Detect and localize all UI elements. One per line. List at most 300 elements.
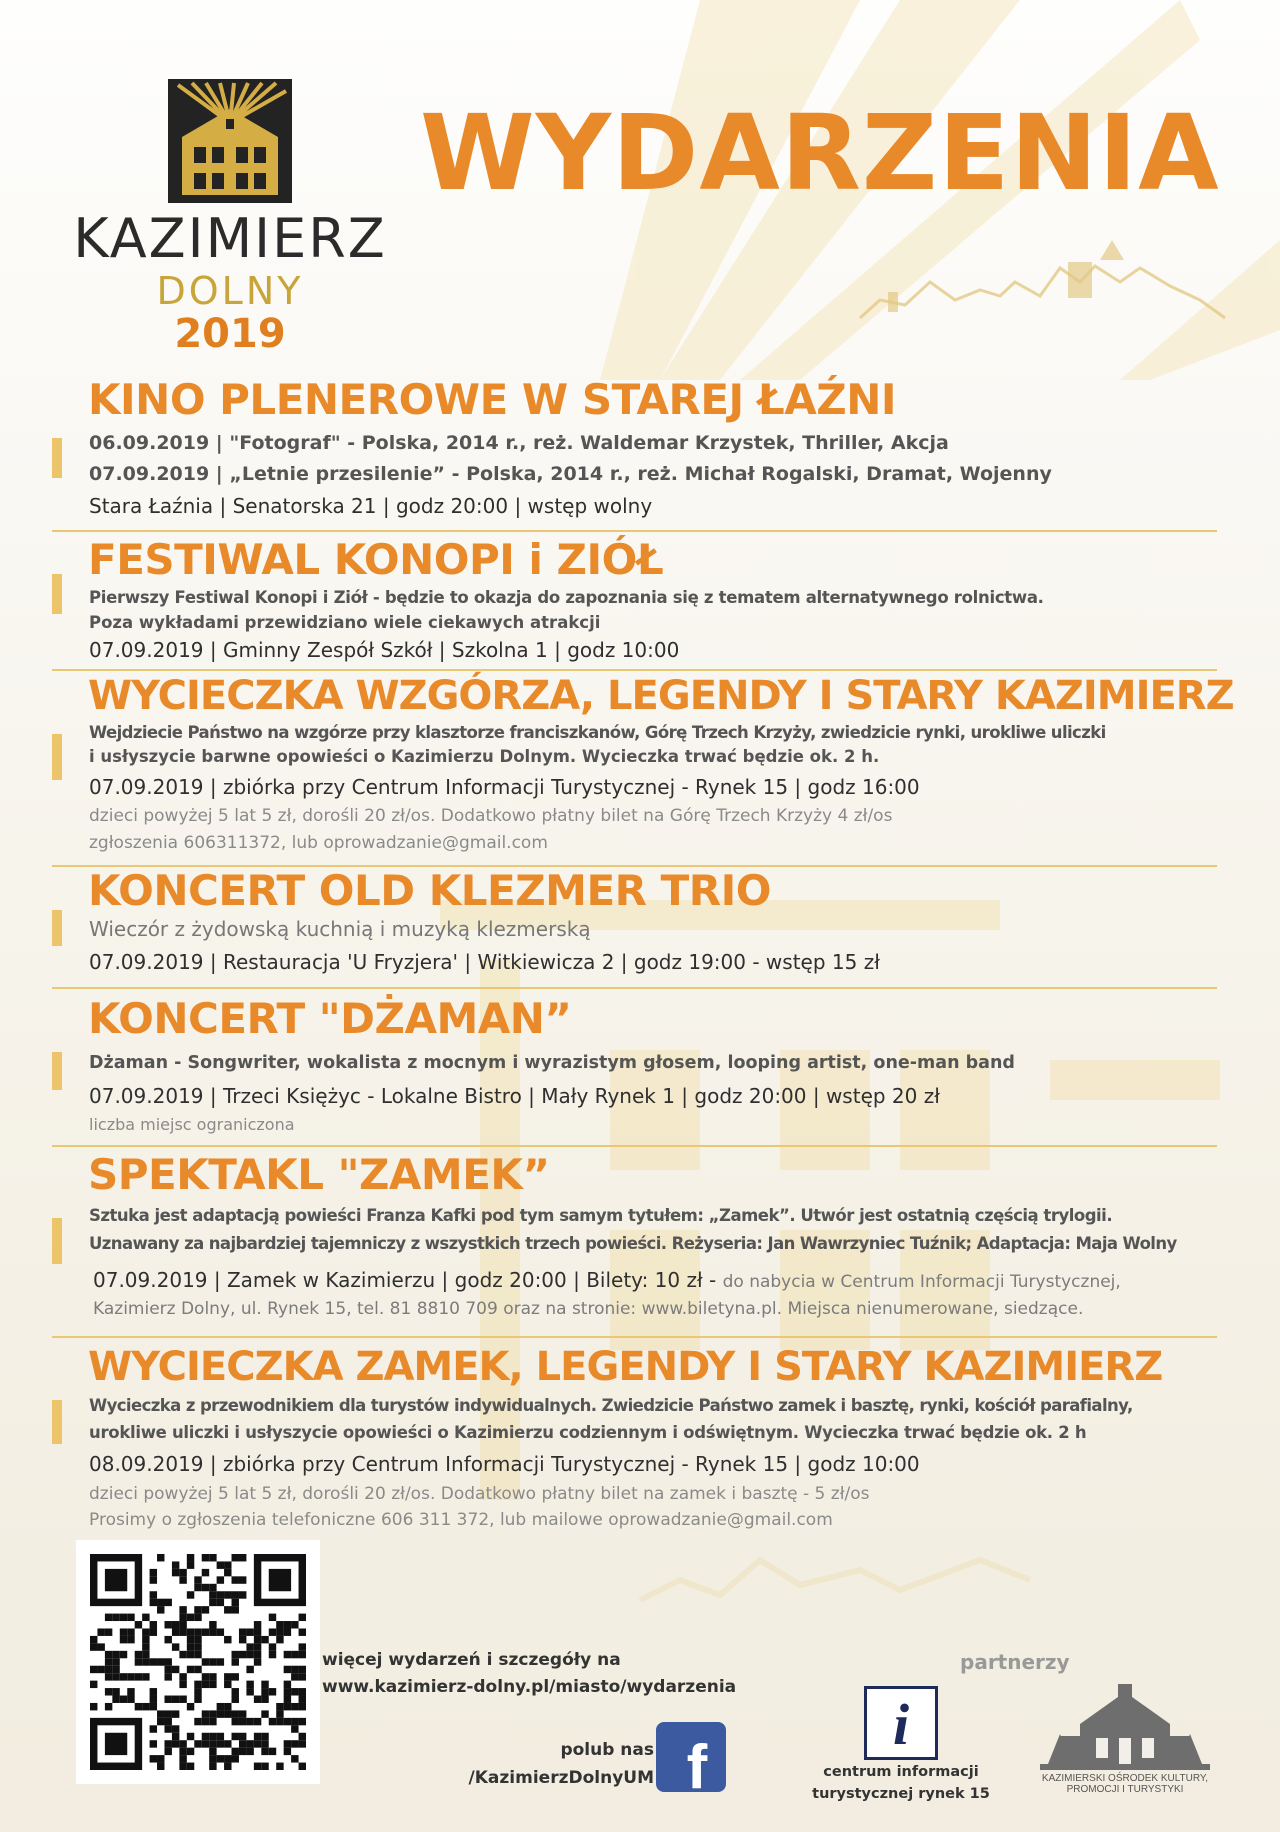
event-venue: 07.09.2019 | Trzeci Księżyc - Lokalne Bistro | Mały Rynek 1 | godz 20:00 | wstęp 20 zł — [89, 1084, 940, 1108]
qr-module — [120, 1628, 127, 1635]
qr-module — [209, 1740, 216, 1747]
qr-module — [112, 1688, 119, 1695]
accent-bar — [52, 910, 62, 946]
kazimierz-logo — [40, 75, 420, 360]
qr-module — [194, 1636, 201, 1643]
qr-module — [232, 1599, 239, 1606]
qr-module — [157, 1763, 164, 1770]
qr-module — [150, 1591, 157, 1598]
accent-bar — [52, 1052, 62, 1090]
event-line: Wejdziecie Państwo na wzgórze przy klasztorze franciszkanów, Górę Trzech Krzyży, zwiedzicie rynki, urokliwe uliczki — [89, 723, 1106, 742]
qr-module — [224, 1755, 231, 1762]
qr-module — [105, 1666, 112, 1673]
qr-module — [232, 1576, 239, 1583]
qr-module — [291, 1755, 298, 1762]
event-price: dzieci powyżej 5 lat 5 zł, dorośli 20 zł/os. Dodatkowo płatny bilet na Górę Trzech Krzyży 4 zł/os — [89, 806, 893, 826]
qr-module — [232, 1710, 239, 1717]
event-line: Poza wykładami przewidziano wiele ciekawych atrakcji — [89, 613, 601, 632]
qr-module — [209, 1710, 216, 1717]
qr-module — [261, 1688, 268, 1695]
qr-module — [179, 1576, 186, 1583]
qr-module — [284, 1703, 291, 1710]
qr-module — [150, 1569, 157, 1576]
qr-module — [291, 1725, 298, 1732]
qr-module — [202, 1606, 209, 1613]
qr-module — [276, 1636, 283, 1643]
qr-module — [105, 1614, 112, 1621]
qr-module — [239, 1554, 246, 1561]
qr-module — [284, 1621, 291, 1628]
qr-module — [120, 1651, 127, 1658]
qr-module — [172, 1561, 179, 1568]
qr-module — [112, 1696, 119, 1703]
qr-module — [299, 1651, 306, 1658]
qr-module — [239, 1628, 246, 1635]
qr-module — [179, 1740, 186, 1747]
qr-module — [202, 1584, 209, 1591]
qr-module — [217, 1710, 224, 1717]
qr-module — [284, 1740, 291, 1747]
event-line: Wieczór z żydowską kuchnią i muzyką klezmerską — [89, 917, 591, 941]
qr-module — [172, 1696, 179, 1703]
qr-module — [90, 1643, 97, 1650]
qr-module — [224, 1703, 231, 1710]
qr-module — [284, 1748, 291, 1755]
qr-module — [157, 1718, 164, 1725]
qr-module — [299, 1688, 306, 1695]
qr-module — [291, 1703, 298, 1710]
qr-module — [187, 1561, 194, 1568]
qr-module — [224, 1591, 231, 1598]
qr-module — [254, 1718, 261, 1725]
qr-module — [217, 1628, 224, 1635]
qr-module — [150, 1621, 157, 1628]
qr-module — [202, 1658, 209, 1665]
qr-code-icon — [90, 1554, 306, 1770]
qr-module — [246, 1748, 253, 1755]
qr-module — [150, 1688, 157, 1695]
event-line: 07.09.2019 | „Letnie przesilenie” - Polska, 2014 r., reż. Michał Rogalski, Dramat, Wojenny — [89, 463, 1052, 485]
qr-module — [194, 1614, 201, 1621]
info-center-line2: turystycznej rynek 15 — [812, 1786, 990, 1802]
qr-module — [179, 1763, 186, 1770]
event-venue: 08.09.2019 | zbiórka przy Centrum Informacji Turystycznej - Rynek 15 | godz 10:00 — [89, 1452, 920, 1476]
qr-module — [224, 1710, 231, 1717]
qr-module — [112, 1666, 119, 1673]
qr-module — [202, 1710, 209, 1717]
qr-module — [127, 1628, 134, 1635]
event-venue: 07.09.2019 | Gminny Zespół Szkół | Szkolna 1 | godz 10:00 — [89, 638, 680, 662]
qr-module — [202, 1718, 209, 1725]
qr-module — [194, 1651, 201, 1658]
qr-module — [232, 1591, 239, 1598]
qr-module — [105, 1651, 112, 1658]
qr-module — [239, 1651, 246, 1658]
event-title-festiwal: FESTIWAL KONOPI i ZIÓŁ — [88, 535, 664, 584]
qr-module — [202, 1628, 209, 1635]
event-line: 06.09.2019 | "Fotograf" - Polska, 2014 r., reż. Waldemar Krzystek, Thriller, Akcja — [89, 432, 949, 454]
qr-module — [224, 1681, 231, 1688]
qr-module — [217, 1599, 224, 1606]
qr-module — [187, 1628, 194, 1635]
qr-module — [261, 1733, 268, 1740]
qr-module — [232, 1755, 239, 1762]
qr-module — [299, 1614, 306, 1621]
qr-finder — [105, 1733, 127, 1755]
info-center-line1: centrum informacji — [823, 1764, 979, 1780]
qr-module — [261, 1740, 268, 1747]
qr-module — [187, 1703, 194, 1710]
qr-module — [254, 1733, 261, 1740]
more-events-link[interactable]: www.kazimierz-dolny.pl/miasto/wydarzenia — [322, 1677, 737, 1697]
qr-module — [209, 1681, 216, 1688]
qr-module — [127, 1688, 134, 1695]
qr-module — [217, 1740, 224, 1747]
qr-module — [239, 1710, 246, 1717]
page-title: WYDARZENIA — [420, 92, 1220, 214]
qr-module — [150, 1755, 157, 1762]
qr-module — [269, 1718, 276, 1725]
qr-module — [179, 1748, 186, 1755]
qr-module — [90, 1666, 97, 1673]
event-line: urokliwe uliczki i usłyszycie opowieści o Kazimierzu codziennym i odświętnym. Wycieczka trwać będzie ok. 2 h — [89, 1423, 1087, 1442]
qr-module — [246, 1681, 253, 1688]
qr-module — [291, 1688, 298, 1695]
qr-module — [254, 1628, 261, 1635]
qr-module — [194, 1688, 201, 1695]
qr-module — [254, 1696, 261, 1703]
qr-module — [269, 1643, 276, 1650]
event-line: Sztuka jest adaptacją powieści Franza Kafki pod tym samym tytułem: „Zamek”. Utwór jest ostatnią częścią trylogii. — [89, 1206, 1113, 1225]
qr-module — [291, 1673, 298, 1680]
qr-module — [187, 1666, 194, 1673]
qr-module — [194, 1666, 201, 1673]
qr-module — [217, 1576, 224, 1583]
qr-module — [164, 1636, 171, 1643]
qr-module — [97, 1666, 104, 1673]
qr-module — [254, 1643, 261, 1650]
qr-module — [187, 1733, 194, 1740]
qr-module — [299, 1643, 306, 1650]
qr-module — [269, 1614, 276, 1621]
event-contact: zgłoszenia 606311372, lub oprowadzanie@gmail.com — [89, 833, 548, 853]
event-venue: 07.09.2019 | Restauracja 'U Fryzjera' | Witkiewicza 2 | godz 19:00 - wstęp 15 zł — [89, 950, 880, 974]
qr-module — [164, 1725, 171, 1732]
qr-module — [194, 1628, 201, 1635]
qr-module — [150, 1740, 157, 1747]
qr-module — [120, 1614, 127, 1621]
accent-bar — [52, 1400, 62, 1444]
qr-module — [142, 1628, 149, 1635]
qr-module — [276, 1621, 283, 1628]
qr-module — [254, 1658, 261, 1665]
qr-module — [209, 1628, 216, 1635]
qr-module — [254, 1621, 261, 1628]
qr-module — [202, 1554, 209, 1561]
qr-module — [135, 1658, 142, 1665]
more-events-label: więcej wydarzeń i szczegóły na — [322, 1650, 621, 1670]
separator — [52, 987, 1217, 989]
qr-module — [284, 1651, 291, 1658]
event-venue — [93, 1268, 1121, 1292]
event-title-klezmer: KONCERT OLD KLEZMER TRIO — [88, 866, 771, 915]
qr-module — [284, 1666, 291, 1673]
event-price: dzieci powyżej 5 lat 5 zł, dorośli 20 zł/os. Dodatkowo płatny bilet na zamek i basztę - 5 zł/os — [89, 1484, 870, 1504]
qr-module — [299, 1733, 306, 1740]
qr-module — [209, 1584, 216, 1591]
event-title-dzaman: KONCERT "DŻAMAN” — [88, 994, 572, 1043]
qr-module — [202, 1681, 209, 1688]
qr-module — [120, 1696, 127, 1703]
qr-module — [239, 1636, 246, 1643]
qr-module — [299, 1628, 306, 1635]
qr-code[interactable] — [76, 1540, 320, 1784]
qr-module — [217, 1591, 224, 1598]
qr-module — [291, 1651, 298, 1658]
qr-module — [172, 1733, 179, 1740]
logo-dolny: DOLNY — [156, 269, 304, 313]
qr-module — [284, 1681, 291, 1688]
logo-kazimierz: KAZIMIERZ — [73, 207, 387, 270]
qr-module — [224, 1740, 231, 1747]
qr-module — [254, 1763, 261, 1770]
qr-module — [194, 1740, 201, 1747]
qr-module — [276, 1628, 283, 1635]
qr-module — [254, 1740, 261, 1747]
qr-module — [202, 1740, 209, 1747]
qr-module — [142, 1651, 149, 1658]
qr-module — [112, 1614, 119, 1621]
qr-module — [157, 1658, 164, 1665]
event-line: i usłyszycie barwne opowieści o Kazimierzu Dolnym. Wycieczka trwać będzie ok. 2 h. — [89, 747, 880, 766]
qr-module — [157, 1710, 164, 1717]
qr-module — [284, 1718, 291, 1725]
qr-module — [284, 1628, 291, 1635]
qr-module — [135, 1621, 142, 1628]
qr-module — [284, 1688, 291, 1695]
qr-module — [232, 1606, 239, 1613]
qr-module — [179, 1606, 186, 1613]
qr-module — [187, 1748, 194, 1755]
info-icon — [864, 1686, 938, 1760]
qr-module — [209, 1755, 216, 1762]
qr-module — [239, 1733, 246, 1740]
qr-module — [209, 1733, 216, 1740]
qr-module — [209, 1718, 216, 1725]
qr-module — [150, 1628, 157, 1635]
qr-module — [179, 1673, 186, 1680]
qr-module — [194, 1643, 201, 1650]
qr-module — [164, 1599, 171, 1606]
qr-module — [261, 1763, 268, 1770]
qr-module — [261, 1748, 268, 1755]
qr-module — [127, 1673, 134, 1680]
qr-module — [157, 1755, 164, 1762]
qr-module — [172, 1725, 179, 1732]
qr-module — [164, 1621, 171, 1628]
qr-module — [142, 1673, 149, 1680]
qr-module — [276, 1718, 283, 1725]
qr-module — [150, 1576, 157, 1583]
qr-module — [239, 1748, 246, 1755]
kok-logo-line2: PROMOCJI I TURYSTYKI — [1066, 1784, 1184, 1794]
qr-module — [194, 1584, 201, 1591]
qr-module — [232, 1688, 239, 1695]
qr-module — [232, 1696, 239, 1703]
qr-module — [202, 1569, 209, 1576]
qr-module — [142, 1658, 149, 1665]
accent-bar — [52, 1218, 62, 1264]
qr-module — [299, 1740, 306, 1747]
accent-bar — [52, 734, 62, 780]
facebook-handle-link[interactable]: /KazimierzDolnyUM — [468, 1768, 654, 1788]
qr-module — [276, 1763, 283, 1770]
qr-module — [209, 1599, 216, 1606]
qr-module — [142, 1636, 149, 1643]
kok-logo-icon — [1030, 1684, 1220, 1794]
qr-module — [239, 1740, 246, 1747]
town-hall-logo-icon — [168, 79, 292, 203]
qr-module — [157, 1554, 164, 1561]
qr-module — [179, 1681, 186, 1688]
qr-finder — [105, 1569, 127, 1591]
qr-module — [90, 1681, 97, 1688]
qr-module — [187, 1636, 194, 1643]
qr-module — [269, 1748, 276, 1755]
qr-module — [224, 1606, 231, 1613]
qr-module — [97, 1628, 104, 1635]
info-icon-letter: i — [892, 1692, 910, 1757]
qr-module — [202, 1733, 209, 1740]
qr-module — [187, 1763, 194, 1770]
qr-module — [194, 1576, 201, 1583]
qr-module — [142, 1614, 149, 1621]
qr-module — [261, 1696, 268, 1703]
qr-module — [217, 1733, 224, 1740]
qr-module — [224, 1561, 231, 1568]
qr-module — [150, 1725, 157, 1732]
event-line: Wycieczka z przewodnikiem dla turystów indywidualnych. Zwiedzicie Państwo zamek i basztę, rynki, kościół parafialny, — [89, 1396, 1133, 1415]
qr-module — [150, 1599, 157, 1606]
qr-module — [172, 1666, 179, 1673]
logo-year: 2019 — [174, 311, 286, 357]
qr-module — [157, 1599, 164, 1606]
qr-module — [187, 1643, 194, 1650]
qr-module — [164, 1710, 171, 1717]
qr-module — [299, 1696, 306, 1703]
qr-module — [276, 1703, 283, 1710]
qr-module — [299, 1673, 306, 1680]
qr-module — [261, 1681, 268, 1688]
qr-module — [127, 1636, 134, 1643]
facebook-icon[interactable] — [656, 1722, 726, 1792]
qr-module — [232, 1718, 239, 1725]
qr-module — [150, 1703, 157, 1710]
accent-bar — [52, 574, 62, 614]
partners-label: partnerzy — [960, 1650, 1070, 1674]
qr-module — [120, 1673, 127, 1680]
qr-module — [217, 1561, 224, 1568]
qr-module — [217, 1703, 224, 1710]
qr-module — [299, 1718, 306, 1725]
event-venue: Stara Łaźnia | Senatorska 21 | godz 20:00 | wstęp wolny — [89, 494, 653, 518]
qr-module — [269, 1628, 276, 1635]
qr-module — [254, 1651, 261, 1658]
qr-module — [179, 1614, 186, 1621]
qr-module — [232, 1748, 239, 1755]
qr-module — [232, 1673, 239, 1680]
qr-module — [209, 1673, 216, 1680]
qr-module — [164, 1666, 171, 1673]
qr-finder — [269, 1569, 291, 1591]
qr-module — [209, 1658, 216, 1665]
qr-module — [261, 1710, 268, 1717]
qr-module — [105, 1703, 112, 1710]
qr-module — [112, 1658, 119, 1665]
qr-module — [299, 1763, 306, 1770]
qr-module — [105, 1673, 112, 1680]
qr-module — [157, 1606, 164, 1613]
accent-bar — [52, 438, 62, 478]
qr-module — [127, 1696, 134, 1703]
qr-module — [150, 1696, 157, 1703]
qr-module — [127, 1614, 134, 1621]
qr-module — [202, 1673, 209, 1680]
qr-module — [209, 1554, 216, 1561]
qr-module — [164, 1673, 171, 1680]
separator — [52, 669, 1217, 671]
qr-module — [217, 1755, 224, 1762]
qr-module — [179, 1621, 186, 1628]
qr-module — [179, 1755, 186, 1762]
qr-module — [105, 1628, 112, 1635]
qr-module — [135, 1673, 142, 1680]
qr-module — [90, 1703, 97, 1710]
qr-module — [194, 1718, 201, 1725]
event-line: Dżaman - Songwriter, wokalista z mocnym i wyrazistym głosem, looping artist, one-man band — [89, 1053, 1015, 1073]
qr-module — [187, 1591, 194, 1598]
qr-module — [105, 1658, 112, 1665]
event-contact: Prosimy o zgłoszenia telefoniczne 606 311 372, lub mailowe oprowadzanie@gmail.com — [89, 1510, 833, 1530]
kok-logo-line1: KAZIMIERSKI OŚRODEK KULTURY, — [1041, 1773, 1209, 1784]
qr-module — [112, 1651, 119, 1658]
qr-module — [164, 1748, 171, 1755]
qr-module — [224, 1763, 231, 1770]
qr-module — [135, 1651, 142, 1658]
qr-module — [239, 1576, 246, 1583]
qr-module — [246, 1718, 253, 1725]
qr-module — [172, 1710, 179, 1717]
qr-module — [90, 1636, 97, 1643]
qr-module — [291, 1718, 298, 1725]
qr-module — [299, 1703, 306, 1710]
qr-module — [246, 1740, 253, 1747]
qr-module — [187, 1614, 194, 1621]
event-title-wycieczka-zamek: WYCIECZKA ZAMEK, LEGENDY I STARY KAZIMIERZ — [88, 1344, 1163, 1390]
qr-module — [209, 1763, 216, 1770]
qr-module — [239, 1718, 246, 1725]
qr-module — [179, 1628, 186, 1635]
qr-module — [246, 1628, 253, 1635]
facebook-icon-letter: f — [686, 1733, 708, 1792]
qr-module — [232, 1651, 239, 1658]
qr-module — [209, 1591, 216, 1598]
qr-module — [172, 1628, 179, 1635]
qr-module — [246, 1666, 253, 1673]
qr-module — [299, 1666, 306, 1673]
qr-module — [142, 1703, 149, 1710]
qr-module — [187, 1554, 194, 1561]
